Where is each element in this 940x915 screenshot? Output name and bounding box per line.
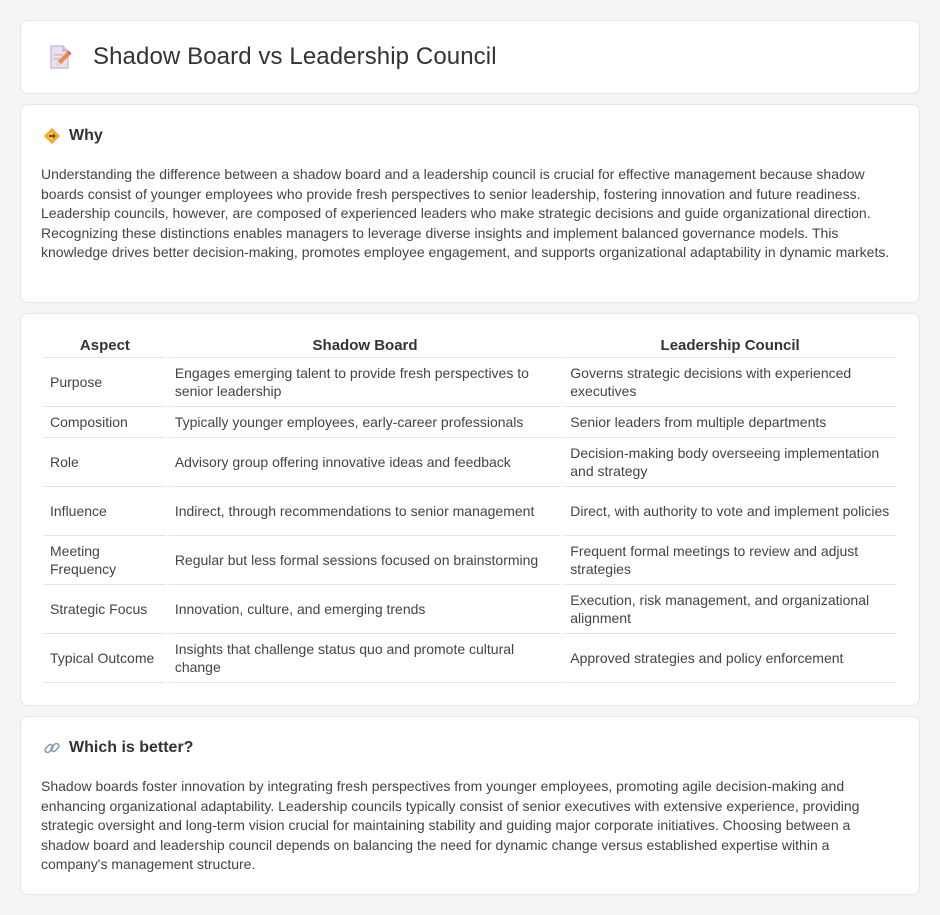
table-row (44, 585, 896, 634)
why-text: Understanding the difference between a shadow board and a leadership council is crucial for effective management because shadow boards consist of younger employees who provide fresh perspectives to senior leadership, fostering innovation and future readiness. Leadership councils, however, are composed of experienced leaders who make strategic decisions and guide organizational direction. Recognizing these distinctions enables managers to leverage diverse insights and implement balanced governance models. This knowledge drives better decision-making, promotes employee engagement, and supports organizational adaptability in dynamic markets. (41, 166, 890, 261)
row-shadow-board: Engages emerging talent to provide fresh perspectives to senior leadership (169, 358, 561, 407)
row-shadow-board: Typically younger employees, early-career professionals (169, 407, 561, 438)
link-icon (43, 739, 61, 757)
row-aspect: Typical Outcome (44, 634, 166, 683)
row-shadow-board: Innovation, culture, and emerging trends (169, 585, 561, 634)
row-aspect: Meeting Frequency (44, 536, 166, 585)
row-aspect: Purpose (44, 358, 166, 407)
better-text: Shadow boards foster innovation by integrating fresh perspectives from younger employees, promoting agile decision-making and enhancing organizational adaptability. Leadership councils typically consist of senior executives with extensive experience, providing strategic oversight and long-term vision crucial for maintaining stability and guiding major corporate initiatives. Choosing between a shadow board and leadership council depends on balancing the need for dynamic change versus established expertise within a company's management structure. (41, 778, 860, 873)
table-header-row (44, 335, 896, 358)
row-leadership-council: Approved strategies and policy enforcement (564, 634, 896, 683)
which-better-section (20, 716, 920, 895)
row-shadow-board: Insights that challenge status quo and promote cultural change (169, 634, 561, 683)
table-row (44, 487, 896, 536)
diamond-road-sign-icon (43, 127, 61, 145)
row-aspect: Strategic Focus (44, 585, 166, 634)
row-shadow-board: Indirect, through recommendations to senior management (169, 487, 561, 536)
row-aspect: Influence (44, 487, 166, 536)
why-section (20, 104, 920, 303)
row-leadership-council: Senior leaders from multiple departments (564, 407, 896, 438)
row-aspect: Composition (44, 407, 166, 438)
document-pencil-icon (47, 43, 73, 71)
row-leadership-council: Execution, risk management, and organizational alignment (564, 585, 896, 634)
comparison-section (20, 313, 920, 706)
row-leadership-council: Governs strategic decisions with experienced executives (564, 358, 896, 407)
table-row (44, 407, 896, 438)
row-shadow-board: Regular but less formal sessions focused on brainstorming (169, 536, 561, 585)
table-row (44, 536, 896, 585)
table-row (44, 634, 896, 683)
page-title: Shadow Board vs Leadership Council (93, 43, 497, 70)
better-title: Which is better? (69, 739, 194, 756)
why-title: Why (69, 127, 103, 144)
header-leadership-council: Leadership Council (564, 335, 896, 358)
header-shadow-board: Shadow Board (169, 335, 561, 358)
why-heading (43, 127, 103, 145)
row-leadership-council: Decision-making body overseeing implementation and strategy (564, 438, 896, 487)
table-row (44, 358, 896, 407)
header-aspect: Aspect (44, 335, 166, 358)
better-heading (43, 739, 193, 757)
header-card (20, 20, 920, 94)
comparison-table (41, 335, 899, 683)
row-leadership-council: Frequent formal meetings to review and adjust strategies (564, 536, 896, 585)
title-row (47, 43, 497, 71)
row-leadership-council: Direct, with authority to vote and implement policies (564, 487, 896, 536)
row-aspect: Role (44, 438, 166, 487)
row-shadow-board: Advisory group offering innovative ideas and feedback (169, 438, 561, 487)
table-row (44, 438, 896, 487)
